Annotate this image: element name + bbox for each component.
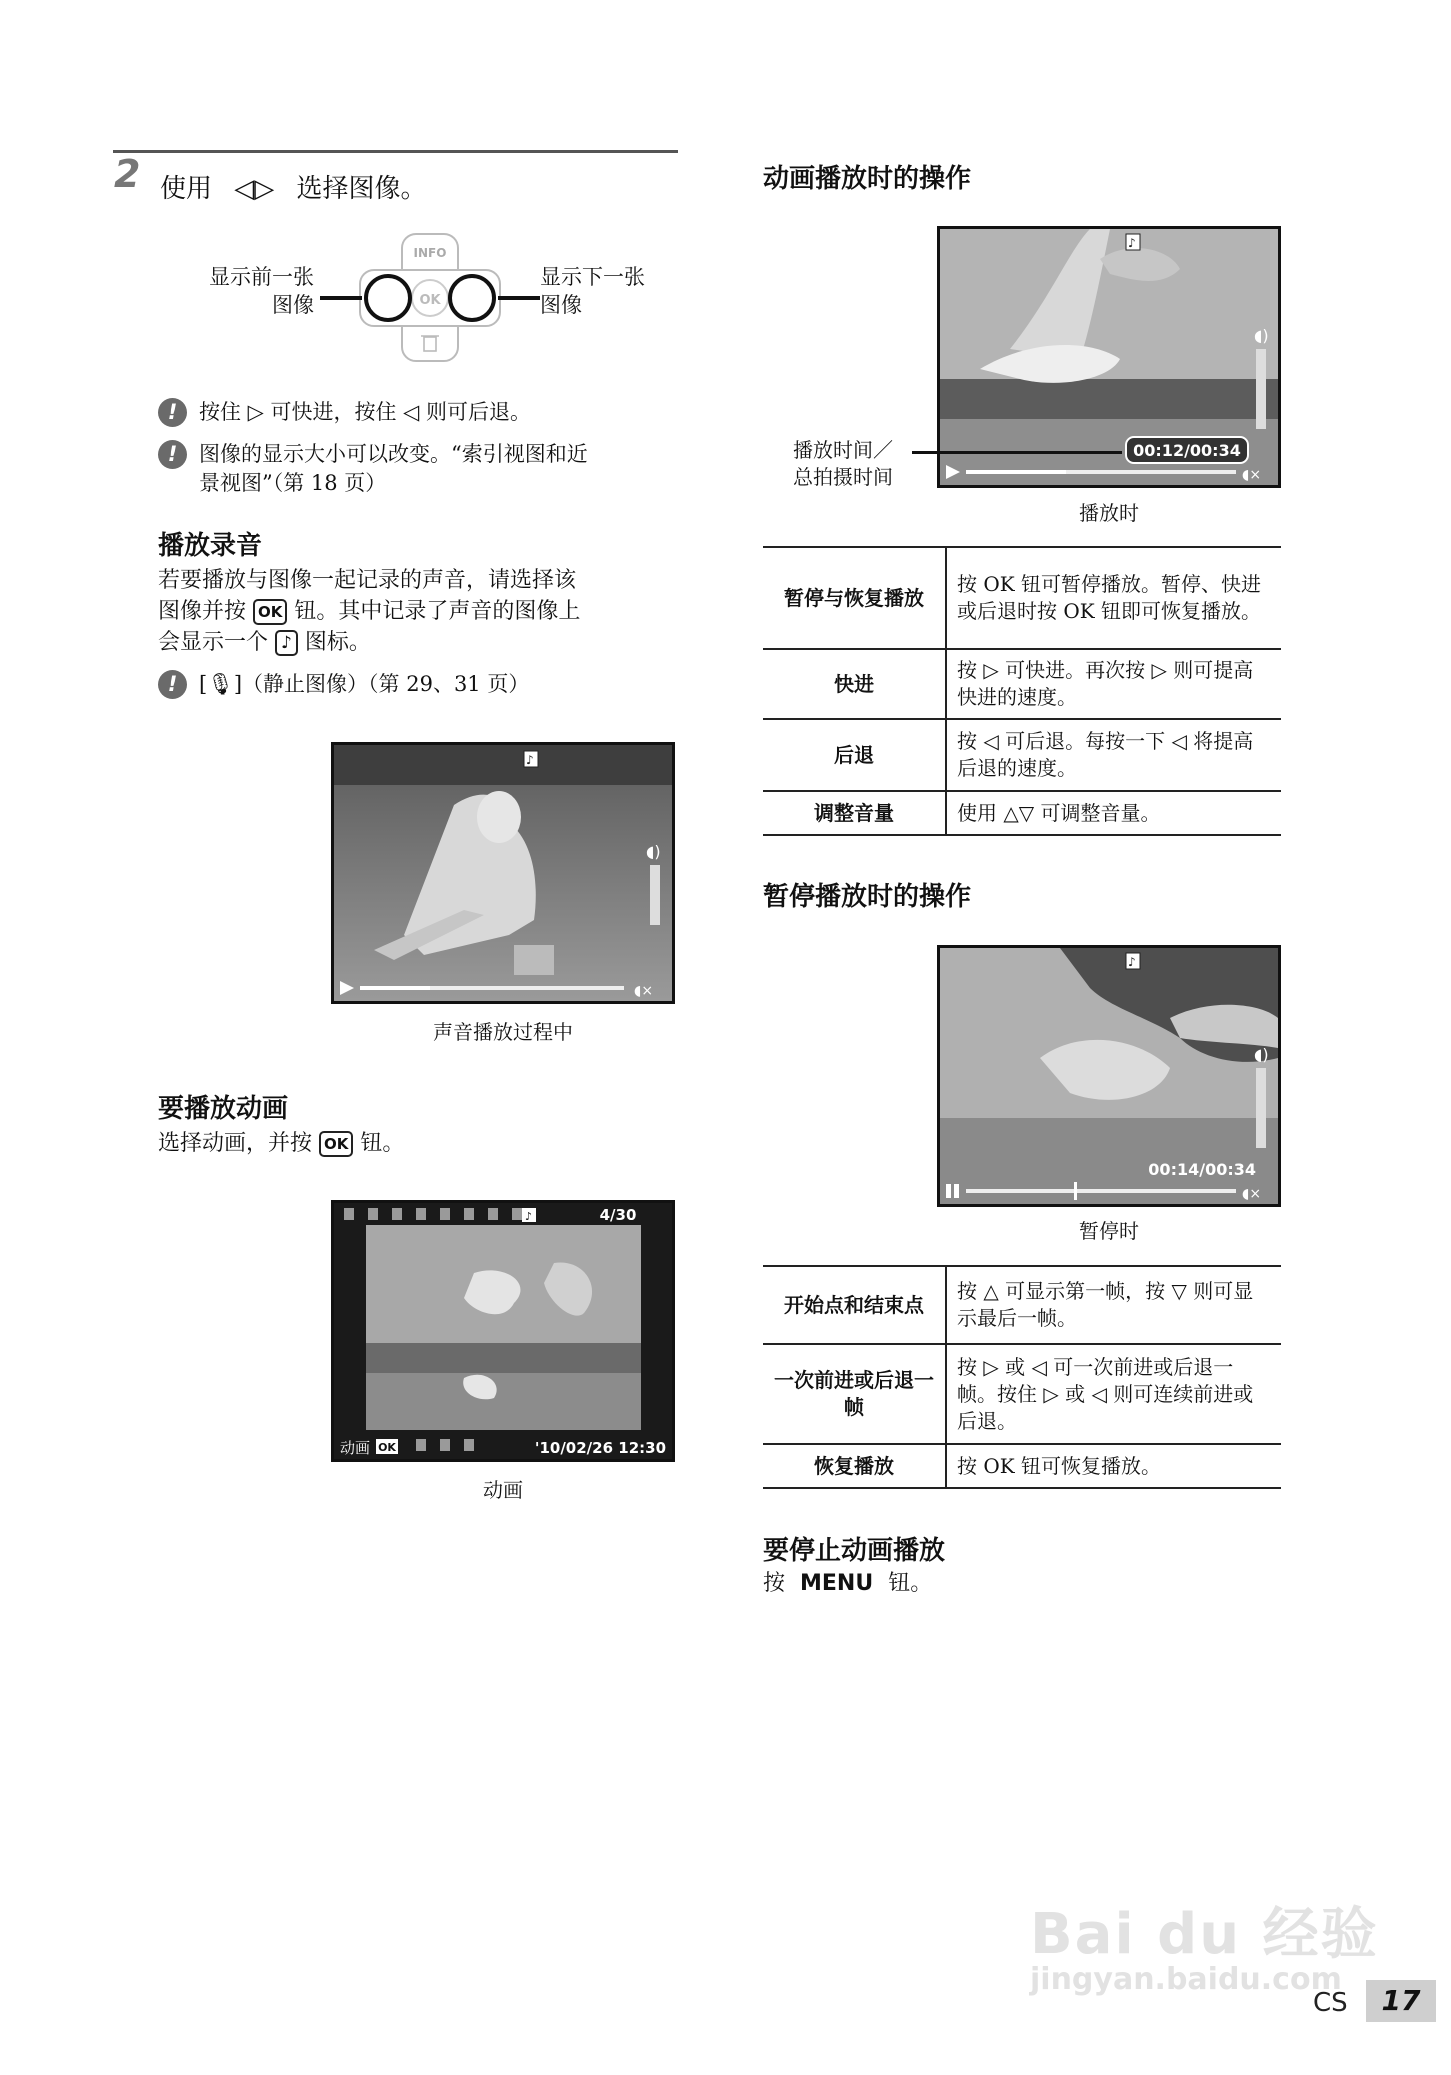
stop-playback-text: 按 MENU 钮。 xyxy=(763,1571,933,1596)
movie-caption: 动画 xyxy=(483,1478,523,1502)
ok-badge: OK xyxy=(378,1441,396,1454)
left-right-arrows-icon: ◁▷ xyxy=(234,174,275,204)
table-row: 快进 按 ▷ 可快进。再次按 ▷ 则可提高快进的速度。 xyxy=(763,649,1281,719)
mute-icon: ◖× xyxy=(1242,467,1262,483)
pause-icon xyxy=(946,1184,951,1198)
step-text-before: 使用 xyxy=(160,174,213,204)
note-voice-record: ! [🎙]（静止图像）（第 29、31 页） xyxy=(158,670,678,699)
volume-icon: ◖) xyxy=(1254,326,1269,345)
dpad-right-label: 显示下一张 图像 xyxy=(540,265,645,317)
movie-mode-label: 动画 xyxy=(340,1439,371,1457)
sound-note-icon: ♪ xyxy=(1128,955,1136,969)
watermark-brand: Bai du 经验 xyxy=(1030,1902,1379,1967)
sound-note-icon: ♪ xyxy=(526,753,534,767)
mute-icon: ◖× xyxy=(634,983,654,999)
ok-button-icon: OK xyxy=(319,1131,353,1157)
movie-datetime: '10/02/26 12:30 xyxy=(534,1439,666,1457)
table-row: 一次前进或后退一帧 按 ▷ 或 ◁ 可一次前进或后退一帧。按住 ▷ 或 ◁ 则可连续前进或后退。 xyxy=(763,1344,1281,1444)
step-text-after: 选择图像。 xyxy=(296,174,427,204)
watermark-url: jingyan.baidu.com xyxy=(1030,1962,1342,1997)
time-callout-label: 播放时间／ 总拍摄时间 xyxy=(793,438,893,489)
pause-screen xyxy=(937,945,1281,1207)
ok-button-icon: OK xyxy=(253,599,287,625)
during-playback-heading: 动画播放时的操作 xyxy=(763,164,972,194)
seagull-photo xyxy=(940,229,1278,485)
section-rule xyxy=(113,150,678,153)
page-number: 17 xyxy=(1366,1980,1436,2022)
step-number: 2 xyxy=(114,152,141,196)
pause-operations-table xyxy=(763,1265,1281,1489)
note-display-size: ! 图像的显示大小可以改变。“索引视图和近 景视图”（第 18 页） xyxy=(158,440,678,498)
dpad-left-label: 显示前一张 图像 xyxy=(209,265,314,317)
sound-note-icon: ♪ xyxy=(1128,236,1136,250)
sound-playback-heading: 播放录音 xyxy=(158,531,263,561)
sound-note-icon: ♪ xyxy=(525,1210,533,1223)
girl-reading-photo xyxy=(334,745,672,1001)
pause-caption: 暂停时 xyxy=(1079,1219,1139,1243)
note-fast-forward: ! 按住 ▷ 可快进，按住 ◁ 则可后退。 xyxy=(158,398,678,427)
pause-time: 00:14/00:34 xyxy=(1148,1160,1256,1179)
volume-icon: ◖) xyxy=(646,842,661,861)
time-callout-line xyxy=(912,451,1122,454)
language-code: CS xyxy=(1313,1988,1348,2018)
sound-playback-caption: 声音播放过程中 xyxy=(433,1020,573,1044)
playback-caption: 播放时 xyxy=(1079,501,1139,525)
sound-playback-screen xyxy=(331,742,675,1004)
dpad-ok-label: OK xyxy=(419,293,441,308)
seagull-closeup-photo xyxy=(940,948,1278,1204)
caution-icon: ! xyxy=(158,670,187,699)
step-instruction xyxy=(160,168,427,205)
movie-playback-heading: 要播放动画 xyxy=(158,1094,289,1124)
playback-screen xyxy=(937,226,1281,488)
dpad-diagram xyxy=(320,230,540,365)
caution-icon: ! xyxy=(158,398,187,427)
table-row: 暂停与恢复播放 按 OK 钮可暂停播放。暂停、快进或后退时按 OK 钮即可恢复播放。 xyxy=(763,547,1281,649)
movie-playback-text: 选择动画，并按 OK 钮。 xyxy=(158,1131,405,1156)
table-row: 恢复播放 按 OK 钮可恢复播放。 xyxy=(763,1444,1281,1488)
menu-button-label: MENU xyxy=(800,1571,874,1596)
sound-note-icon: ♪ xyxy=(275,630,298,656)
playback-time: 00:12/00:34 xyxy=(1133,441,1241,460)
movie-frame-photo xyxy=(334,1203,672,1459)
table-row: 后退 按 ◁ 可后退。每按一下 ◁ 将提高后退的速度。 xyxy=(763,719,1281,791)
volume-icon: ◖) xyxy=(1254,1045,1269,1064)
stop-playback-heading: 要停止动画播放 xyxy=(763,1536,946,1566)
movie-thumbnail-screen xyxy=(331,1200,675,1462)
dpad-info-label: INFO xyxy=(413,246,447,260)
table-row: 调整音量 使用 △▽ 可调整音量。 xyxy=(763,791,1281,835)
frame-counter: 4/30 xyxy=(599,1206,637,1224)
sound-playback-text: 若要播放与图像一起记录的声音，请选择该 图像并按 OK 钮。其中记录了声音的图像上 会显示一个 ♪ 图标。 xyxy=(158,568,581,655)
during-pause-heading: 暂停播放时的操作 xyxy=(763,882,972,912)
mute-icon: ◖× xyxy=(1242,1186,1262,1202)
table-row: 开始点和结束点 按 △ 可显示第一帧，按 ▽ 则可显示最后一帧。 xyxy=(763,1266,1281,1344)
caution-icon: ! xyxy=(158,440,187,469)
playback-operations-table xyxy=(763,546,1281,836)
